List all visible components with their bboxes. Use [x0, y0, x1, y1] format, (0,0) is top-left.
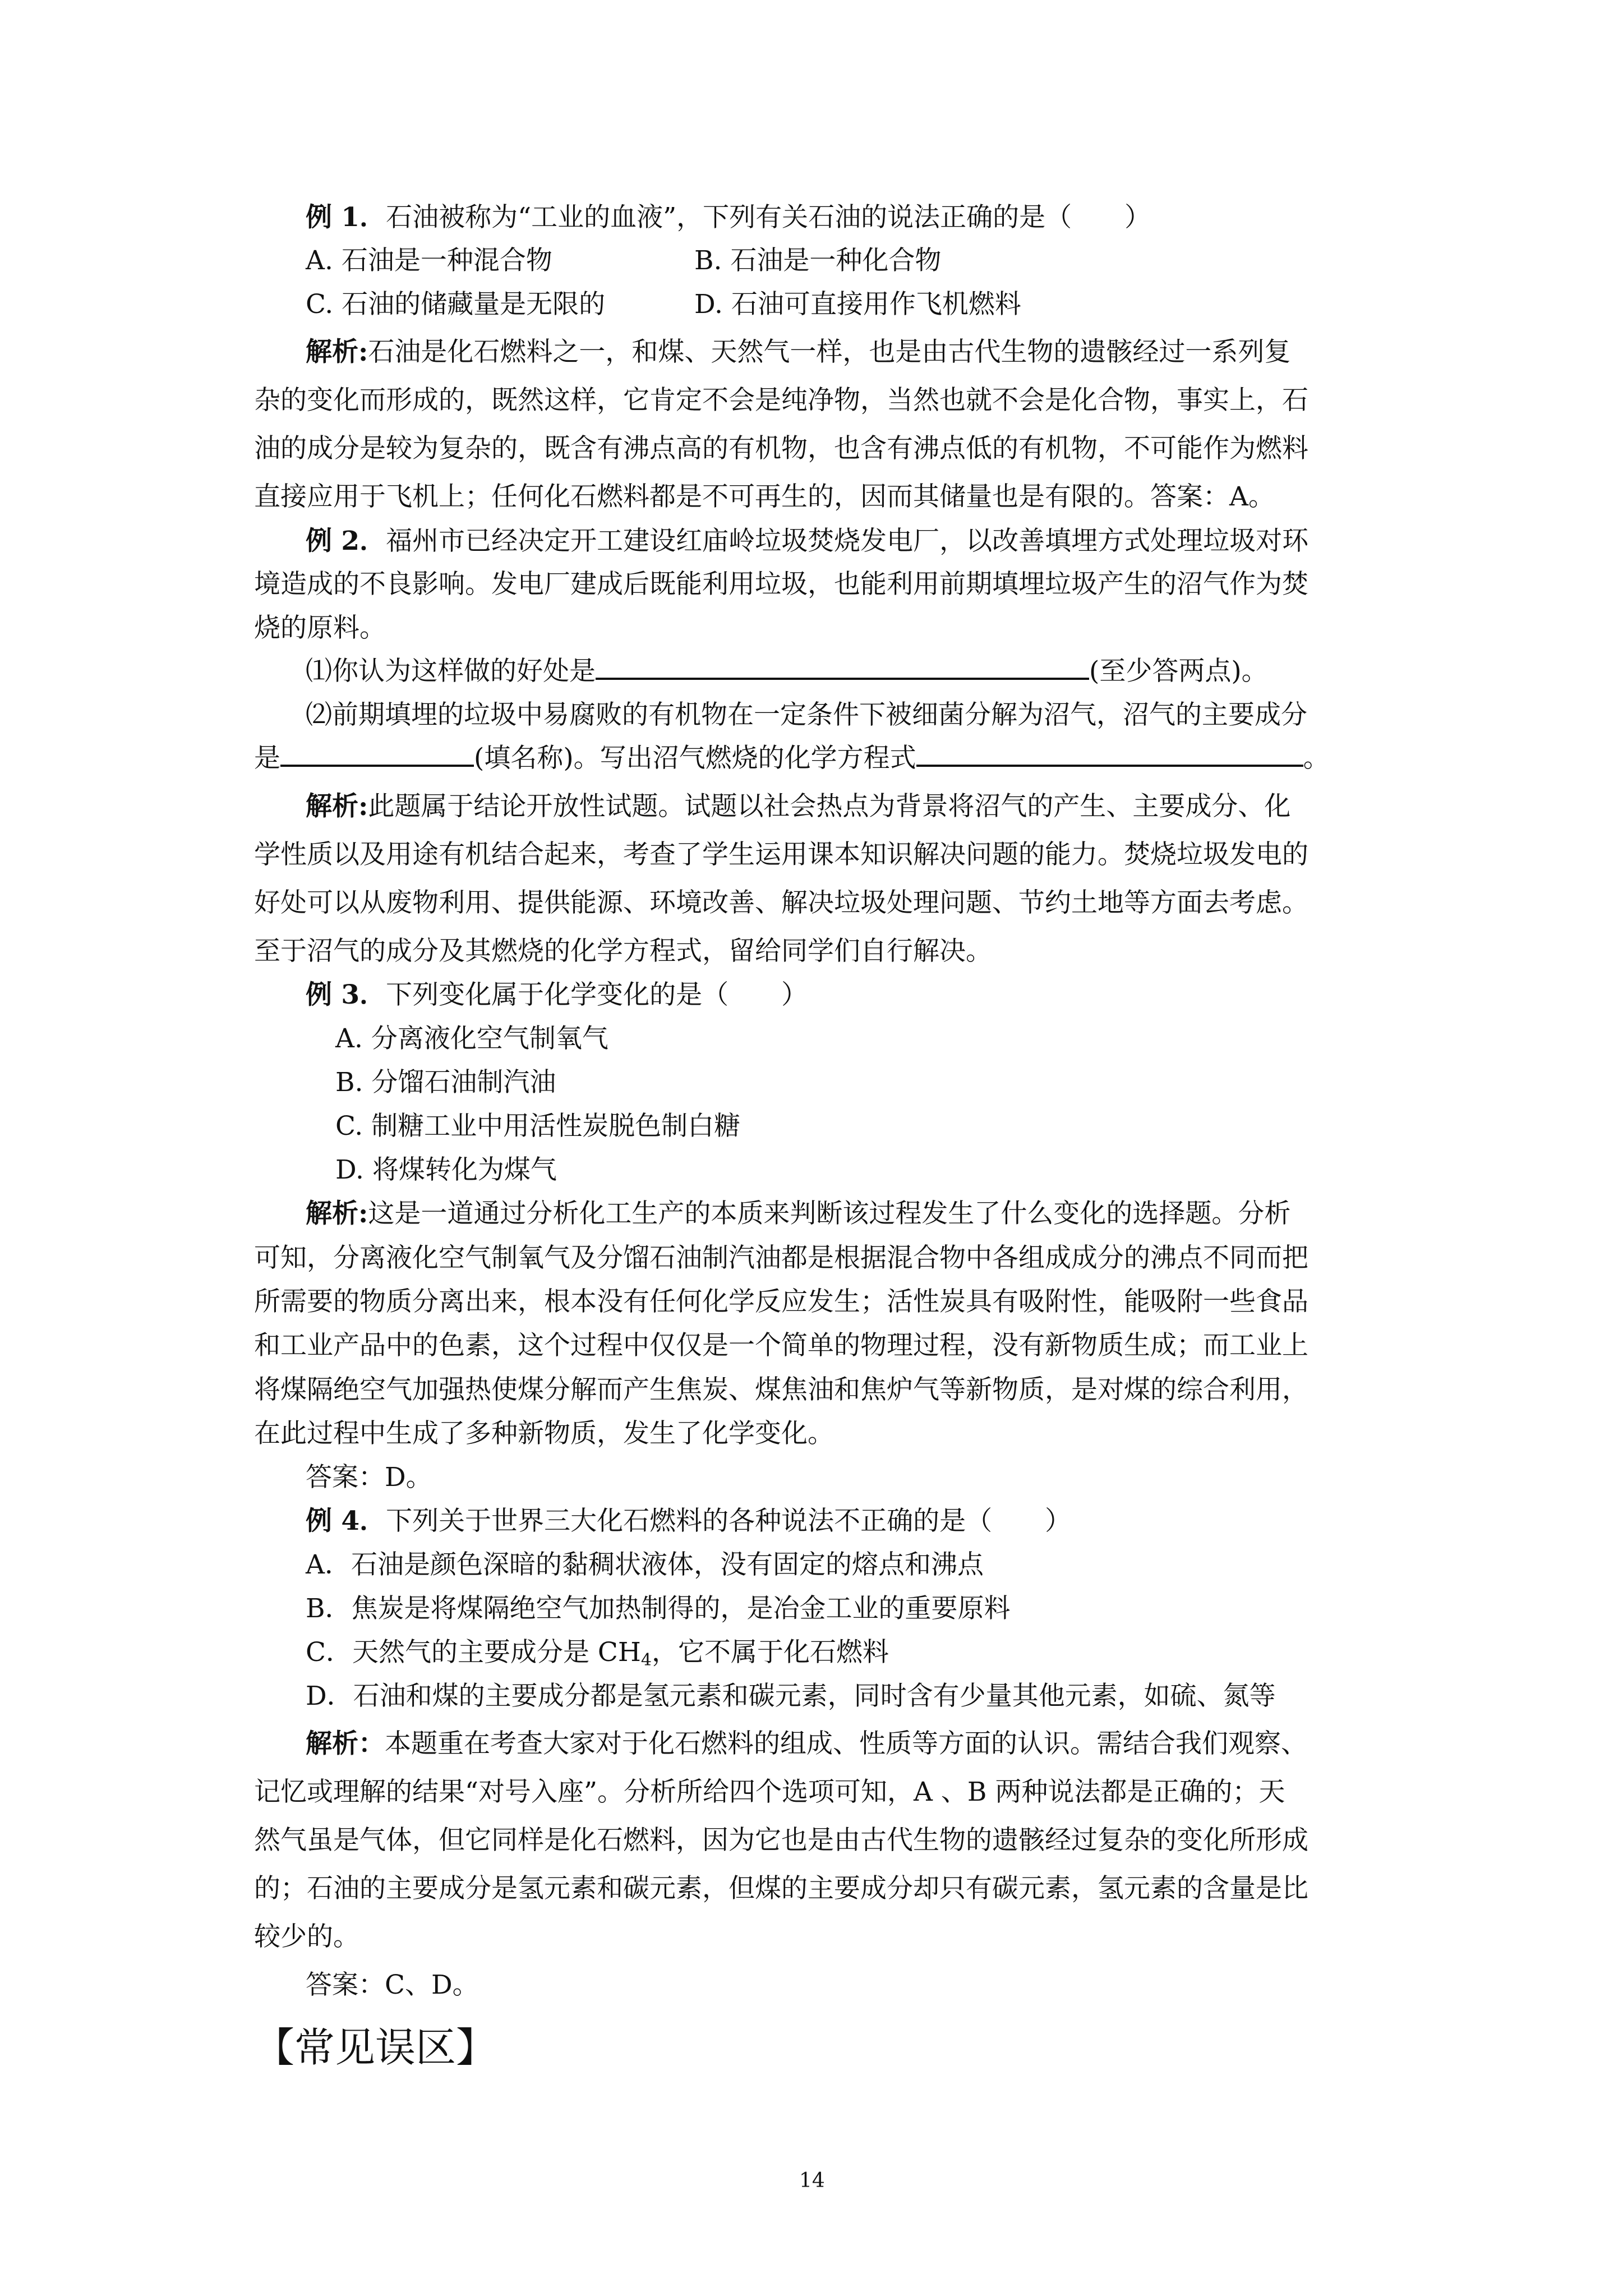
ex2-question-line-1: 例 2．福州市已经决定开工建设红庙岭垃圾焚烧发电厂，以改善填埋方式处理垃圾对环	[306, 526, 1309, 556]
ex4-question	[306, 1503, 1071, 1540]
ex2-answer-blank-2[interactable]	[280, 740, 474, 767]
ex3-option-b: B. 分馏石油制汽油	[335, 1067, 556, 1098]
ex3-analysis-label: 解析:	[306, 1198, 368, 1229]
ex4-analysis-line-3: 然气虽是气体，但它同样是化石燃料，因为它也是由古代生物的遗骸经过复杂的变化所形成	[254, 1825, 1308, 1856]
ex4-label: 例 4．	[306, 1506, 386, 1536]
page-number: 14	[799, 2169, 825, 2192]
ex2-analysis-line-2: 学性质以及用途有机结合起来，考查了学生运用课本知识解决问题的能力。焚烧垃圾发电的	[254, 839, 1308, 870]
ex1-analysis-line-3: 油的成分是较为复杂的，既含有沸点高的有机物，也含有沸点低的有机物，不可能作为燃料	[254, 433, 1308, 464]
ex1-analysis-line-4: 直接应用于飞机上；任何化石燃料都是不可再生的，因而其储量也是有限的。答案：A。	[254, 481, 1275, 512]
ex1-option-b: B. 石油是一种化合物	[694, 245, 942, 276]
ex4-analysis-line-4: 的；石油的主要成分是氢元素和碳元素，但煤的主要成分却只有碳元素，氢元素的含量是比	[254, 1873, 1308, 1904]
ex1-question	[306, 199, 1151, 236]
ex3-analysis-line-1: 解析:这是一道通过分析化工生产的本质来判断该过程发生了什么变化的选择题。分析	[306, 1198, 1291, 1229]
ex4-answer: 答案：C、D。	[306, 1970, 479, 2000]
ex3-answer: 答案：D。	[306, 1462, 432, 1493]
ex1-option-d: D. 石油可直接用作飞机燃料	[694, 289, 1021, 320]
ex1-analysis-line-2: 杂的变化而形成的，既然这样，它肯定不会是纯净物，当然也就不会是化合物，事实上，石	[254, 385, 1308, 416]
ex3-analysis-line-3: 所需要的物质分离出来，根本没有任何化学反应发生；活性炭具有吸附性，能吸附一些食品	[254, 1286, 1308, 1317]
ex1-question-text: 石油被称为“工业的血液”，下列有关石油的说法正确的是（ ）	[386, 202, 1151, 233]
ex2-subquestion-2-line-2: 是 (填名称)。写出沼气燃烧的化学方程式 。	[254, 740, 1330, 777]
ex3-question	[306, 977, 808, 1014]
ex2-answer-blank-3[interactable]	[916, 740, 1303, 767]
ex3-analysis-line-4: 和工业产品中的色素，这个过程中仅仅是一个简单的物理过程，没有新物质生成；而工业上	[254, 1330, 1308, 1361]
ex3-analysis-line-5: 将煤隔绝空气加强热使煤分解而产生焦炭、煤焦油和焦炉气等新物质，是对煤的综合利用，	[254, 1374, 1308, 1405]
ex2-analysis-line-4: 至于沼气的成分及其燃烧的化学方程式，留给同学们自行解决。	[254, 936, 992, 967]
ex2-answer-blank-1[interactable]	[596, 653, 1089, 680]
ex1-label: 例 1．	[306, 202, 386, 233]
ex3-analysis-line-2: 可知，分离液化空气制氧气及分馏石油制汽油都是根据混合物中各组成成分的沸点不同而把	[254, 1243, 1308, 1273]
ex4-option-c: C．天然气的主要成分是 $CH_4$，它不属于化石燃料	[306, 1637, 889, 1670]
ex4-analysis-line-2: 记忆或理解的结果“对号入座”。分析所给四个选项可知，A 、B 两种说法都是正确的；天	[254, 1777, 1285, 1807]
ex4-option-a: A．石油是颜色深暗的黏稠状液体，没有固定的熔点和沸点	[306, 1549, 984, 1580]
ex1-analysis-line-1: 解析:石油是化石燃料之一，和煤、天然气一样，也是由古代生物的遗骸经过一系列复	[306, 337, 1291, 367]
ex2-analysis-line-1: 解析:此题属于结论开放性试题。试题以社会热点为背景将沼气的产生、主要成分、化	[306, 791, 1291, 822]
ex4-question-text: 下列关于世界三大化石燃料的各种说法不正确的是（ ）	[386, 1506, 1072, 1536]
ex1-analysis-label: 解析:	[306, 337, 368, 367]
ex3-option-a: A. 分离液化空气制氧气	[335, 1023, 608, 1054]
ex3-analysis-line-6: 在此过程中生成了多种新物质，发生了化学变化。	[254, 1418, 834, 1449]
ex4-option-d: D．石油和煤的主要成分都是氢元素和碳元素，同时含有少量其他元素，如硫、氮等	[306, 1681, 1276, 1711]
ex2-analysis-line-3: 好处可以从废物利用、提供能源、环境改善、解决垃圾处理问题、节约土地等方面去考虑。	[254, 887, 1308, 918]
ex2-label: 例 2．	[306, 526, 386, 556]
ex3-option-d: D. 将煤转化为煤气	[335, 1154, 557, 1185]
ex3-question-text: 下列变化属于化学变化的是（ ）	[386, 979, 808, 1010]
ex1-option-c: C. 石油的储藏量是无限的	[306, 289, 606, 320]
ex3-label: 例 3．	[306, 979, 386, 1010]
ex2-question-line-3: 烧的原料。	[254, 613, 386, 643]
ex2-analysis-label: 解析:	[306, 791, 368, 822]
ex4-analysis-line-1: 解析：本题重在考查大家对于化石燃料的组成、性质等方面的认识。需结合我们观察、	[306, 1728, 1307, 1759]
ex3-option-c: C. 制糖工业中用活性炭脱色制白糖	[335, 1111, 741, 1142]
ex4-option-b: B．焦炭是将煤隔绝空气加热制得的，是冶金工业的重要原料	[306, 1593, 1011, 1624]
ex4-analysis-label: 解析：	[306, 1728, 385, 1759]
ex4-analysis-line-5: 较少的。	[254, 1921, 359, 1952]
ex2-subquestion-2-line-1: ⑵前期填埋的垃圾中易腐败的有机物在一定条件下被细菌分解为沼气，沼气的主要成分	[306, 700, 1307, 730]
section-heading: 【常见误区】	[254, 2024, 497, 2071]
ex2-subquestion-1: ⑴你认为这样做的好处是 (至少答两点)。	[306, 653, 1268, 690]
ex1-option-a: A. 石油是一种混合物	[306, 245, 552, 276]
ex2-question-line-2: 境造成的不良影响。发电厂建成后既能利用垃圾，也能利用前期填埋垃圾产生的沼气作为焚	[254, 569, 1308, 600]
